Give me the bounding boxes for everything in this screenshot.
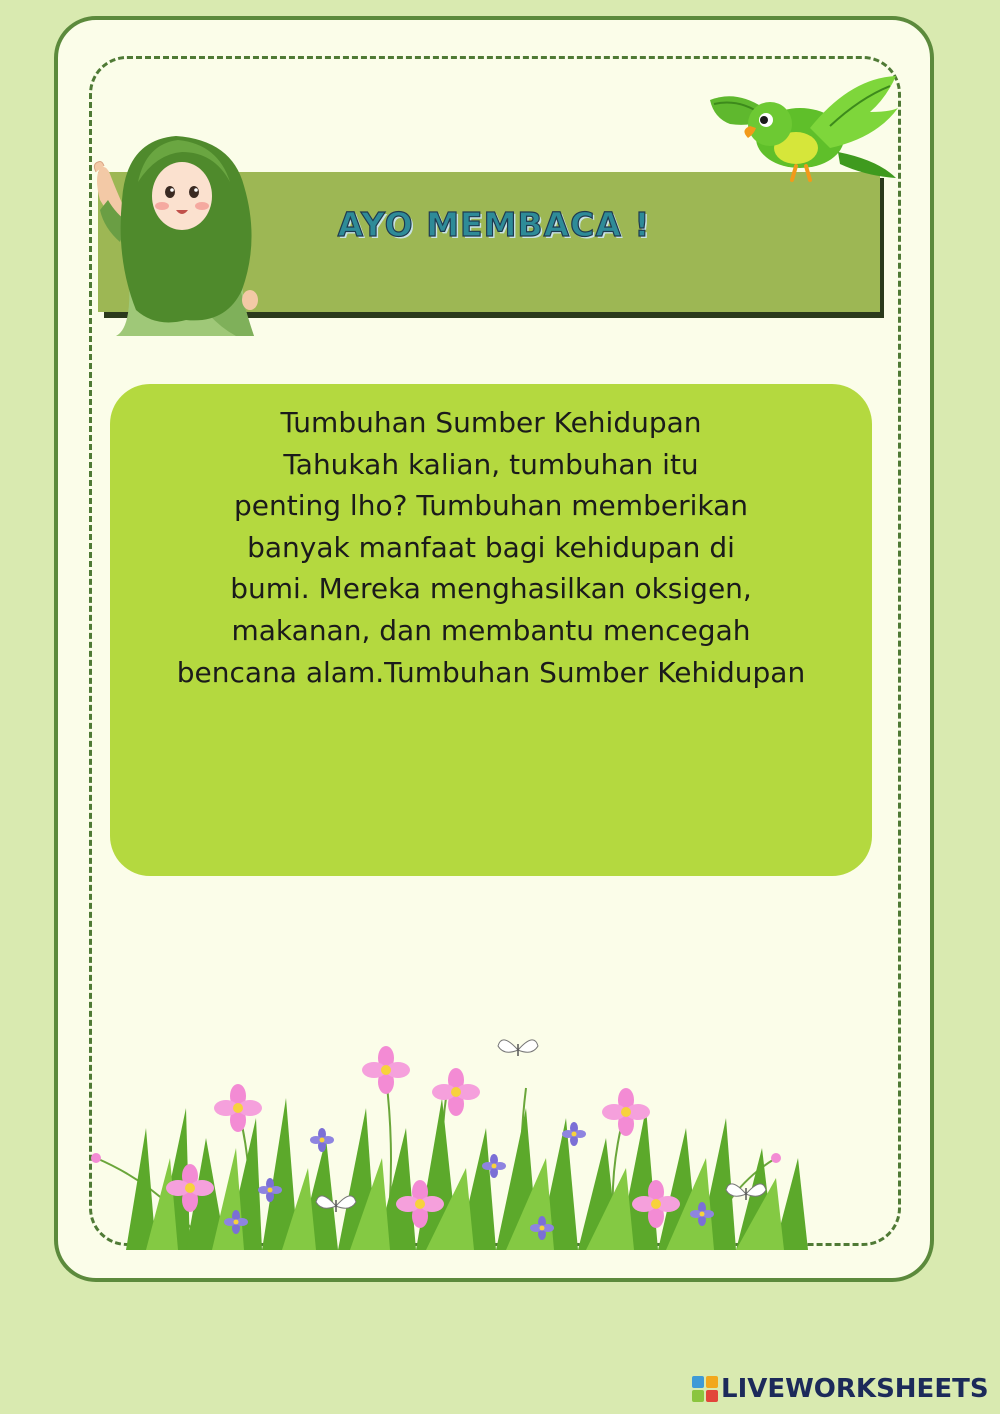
passage-line: banyak manfaat bagi kehidupan di [247, 530, 735, 564]
liveworksheets-logo-icon [692, 1376, 718, 1402]
footer-brand [692, 1372, 992, 1406]
banner-title: AYO MEMBACA ! [337, 205, 651, 244]
footer-brand-text: LIVEWORKSHEETS [721, 1374, 989, 1404]
passage-line: Tahukah kalian, tumbuhan itu [283, 447, 699, 481]
hijab-girl-illustration [86, 130, 266, 336]
passage-line: bumi. Mereka menghasilkan oksigen, [230, 572, 752, 606]
passage-line: makanan, dan membantu mencegah [231, 613, 751, 647]
flower-meadow-illustration [86, 1018, 886, 1250]
reading-passage [110, 402, 872, 693]
passage-line: penting lho? Tumbuhan memberikan [234, 489, 748, 523]
passage-line: bencana alam.Tumbuhan Sumber Kehidupan [176, 655, 806, 689]
green-bird-illustration [700, 68, 900, 196]
passage-line: Tumbuhan Sumber Kehidupan [280, 406, 702, 439]
